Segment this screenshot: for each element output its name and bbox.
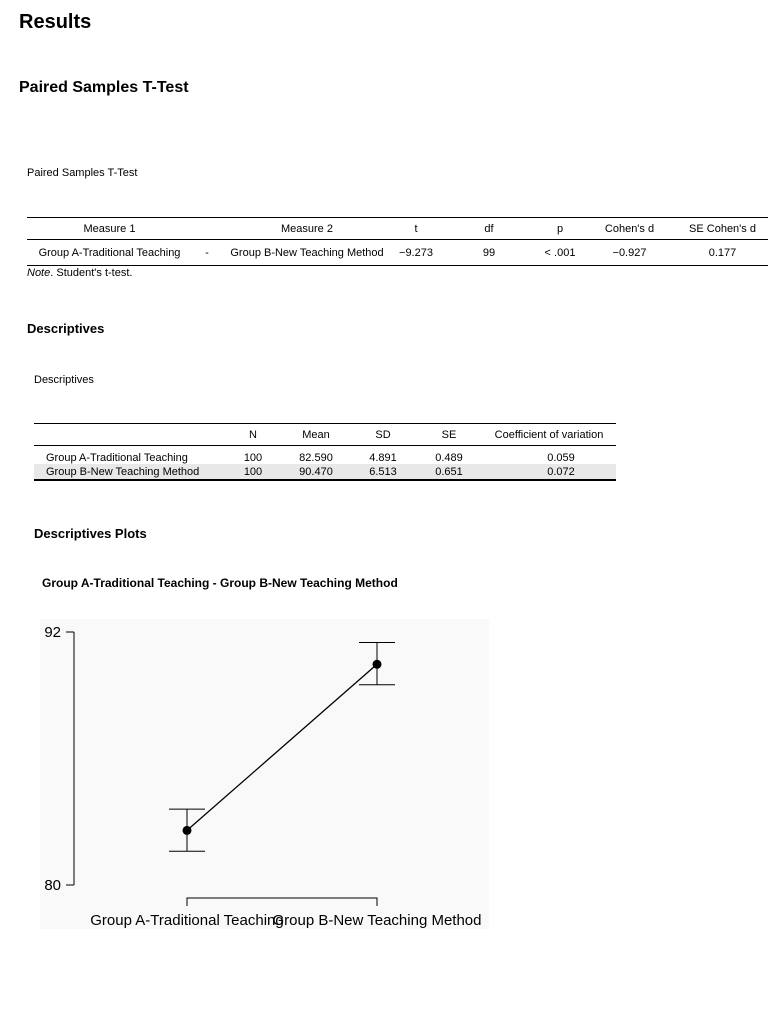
cell-cv: 0.059 <box>547 452 575 464</box>
col-measure1: Measure 1 <box>83 222 136 235</box>
cell-se: 0.489 <box>435 452 463 464</box>
plot-background <box>40 619 489 929</box>
cell-measure2: Group B-New Teaching Method <box>230 246 384 259</box>
note-label: Note <box>27 267 51 279</box>
cell-n: 100 <box>243 452 263 464</box>
x-tick-label: Group A-Traditional Teaching <box>90 912 284 929</box>
plot-title: Group A-Traditional Teaching - Group B-New Teaching Method <box>42 576 398 590</box>
note-text: . Student's t-test. <box>50 267 133 279</box>
descriptives-heading: Descriptives <box>27 321 105 336</box>
cell-separator: - <box>205 246 209 259</box>
col-se-cohens-d: SE Cohen's d <box>689 222 756 235</box>
cell-se-cohens-d: 0.177 <box>708 246 737 259</box>
row-label: Group A-Traditional Teaching <box>46 452 188 464</box>
x-tick-label: Group B-New Teaching Method <box>272 912 482 929</box>
cell-cohens-d: −0.927 <box>612 246 647 259</box>
cell-cv: 0.072 <box>482 464 616 480</box>
cell-mean: 82.590 <box>299 452 333 464</box>
col-cohens-d: Cohen's d <box>604 222 655 235</box>
y-tick-label: 80 <box>44 877 61 894</box>
y-tick-label: 92 <box>44 624 61 641</box>
data-point <box>373 660 382 669</box>
col-se: SE <box>441 428 457 441</box>
ttest-caption: Paired Samples T-Test <box>27 167 138 179</box>
cell-sd: 4.891 <box>369 452 397 464</box>
cell-measure1: Group A-Traditional Teaching <box>38 246 181 259</box>
col-mean: Mean <box>302 428 330 441</box>
plots-heading: Descriptives Plots <box>34 526 147 541</box>
cell-mean: 90.470 <box>282 464 350 480</box>
col-p: p <box>556 222 564 235</box>
col-n: N <box>249 428 257 441</box>
section-title-ttest: Paired Samples T-Test <box>19 79 189 96</box>
row-label: Group B-New Teaching Method <box>34 464 224 480</box>
cell-p: < .001 <box>544 246 576 259</box>
cell-t: −9.273 <box>399 246 433 259</box>
cell-n: 100 <box>224 464 282 480</box>
col-measure2: Measure 2 <box>281 222 333 235</box>
cell-sd: 6.513 <box>350 464 416 480</box>
descriptives-caption: Descriptives <box>34 374 94 386</box>
data-point <box>183 826 192 835</box>
col-cv: Coefficient of variation <box>494 428 604 441</box>
col-sd: SD <box>375 428 391 441</box>
cell-df: 99 <box>482 246 496 259</box>
cell-se: 0.651 <box>416 464 482 480</box>
col-t: t <box>414 222 418 235</box>
col-df: df <box>484 222 494 235</box>
page-title: Results <box>19 11 92 33</box>
